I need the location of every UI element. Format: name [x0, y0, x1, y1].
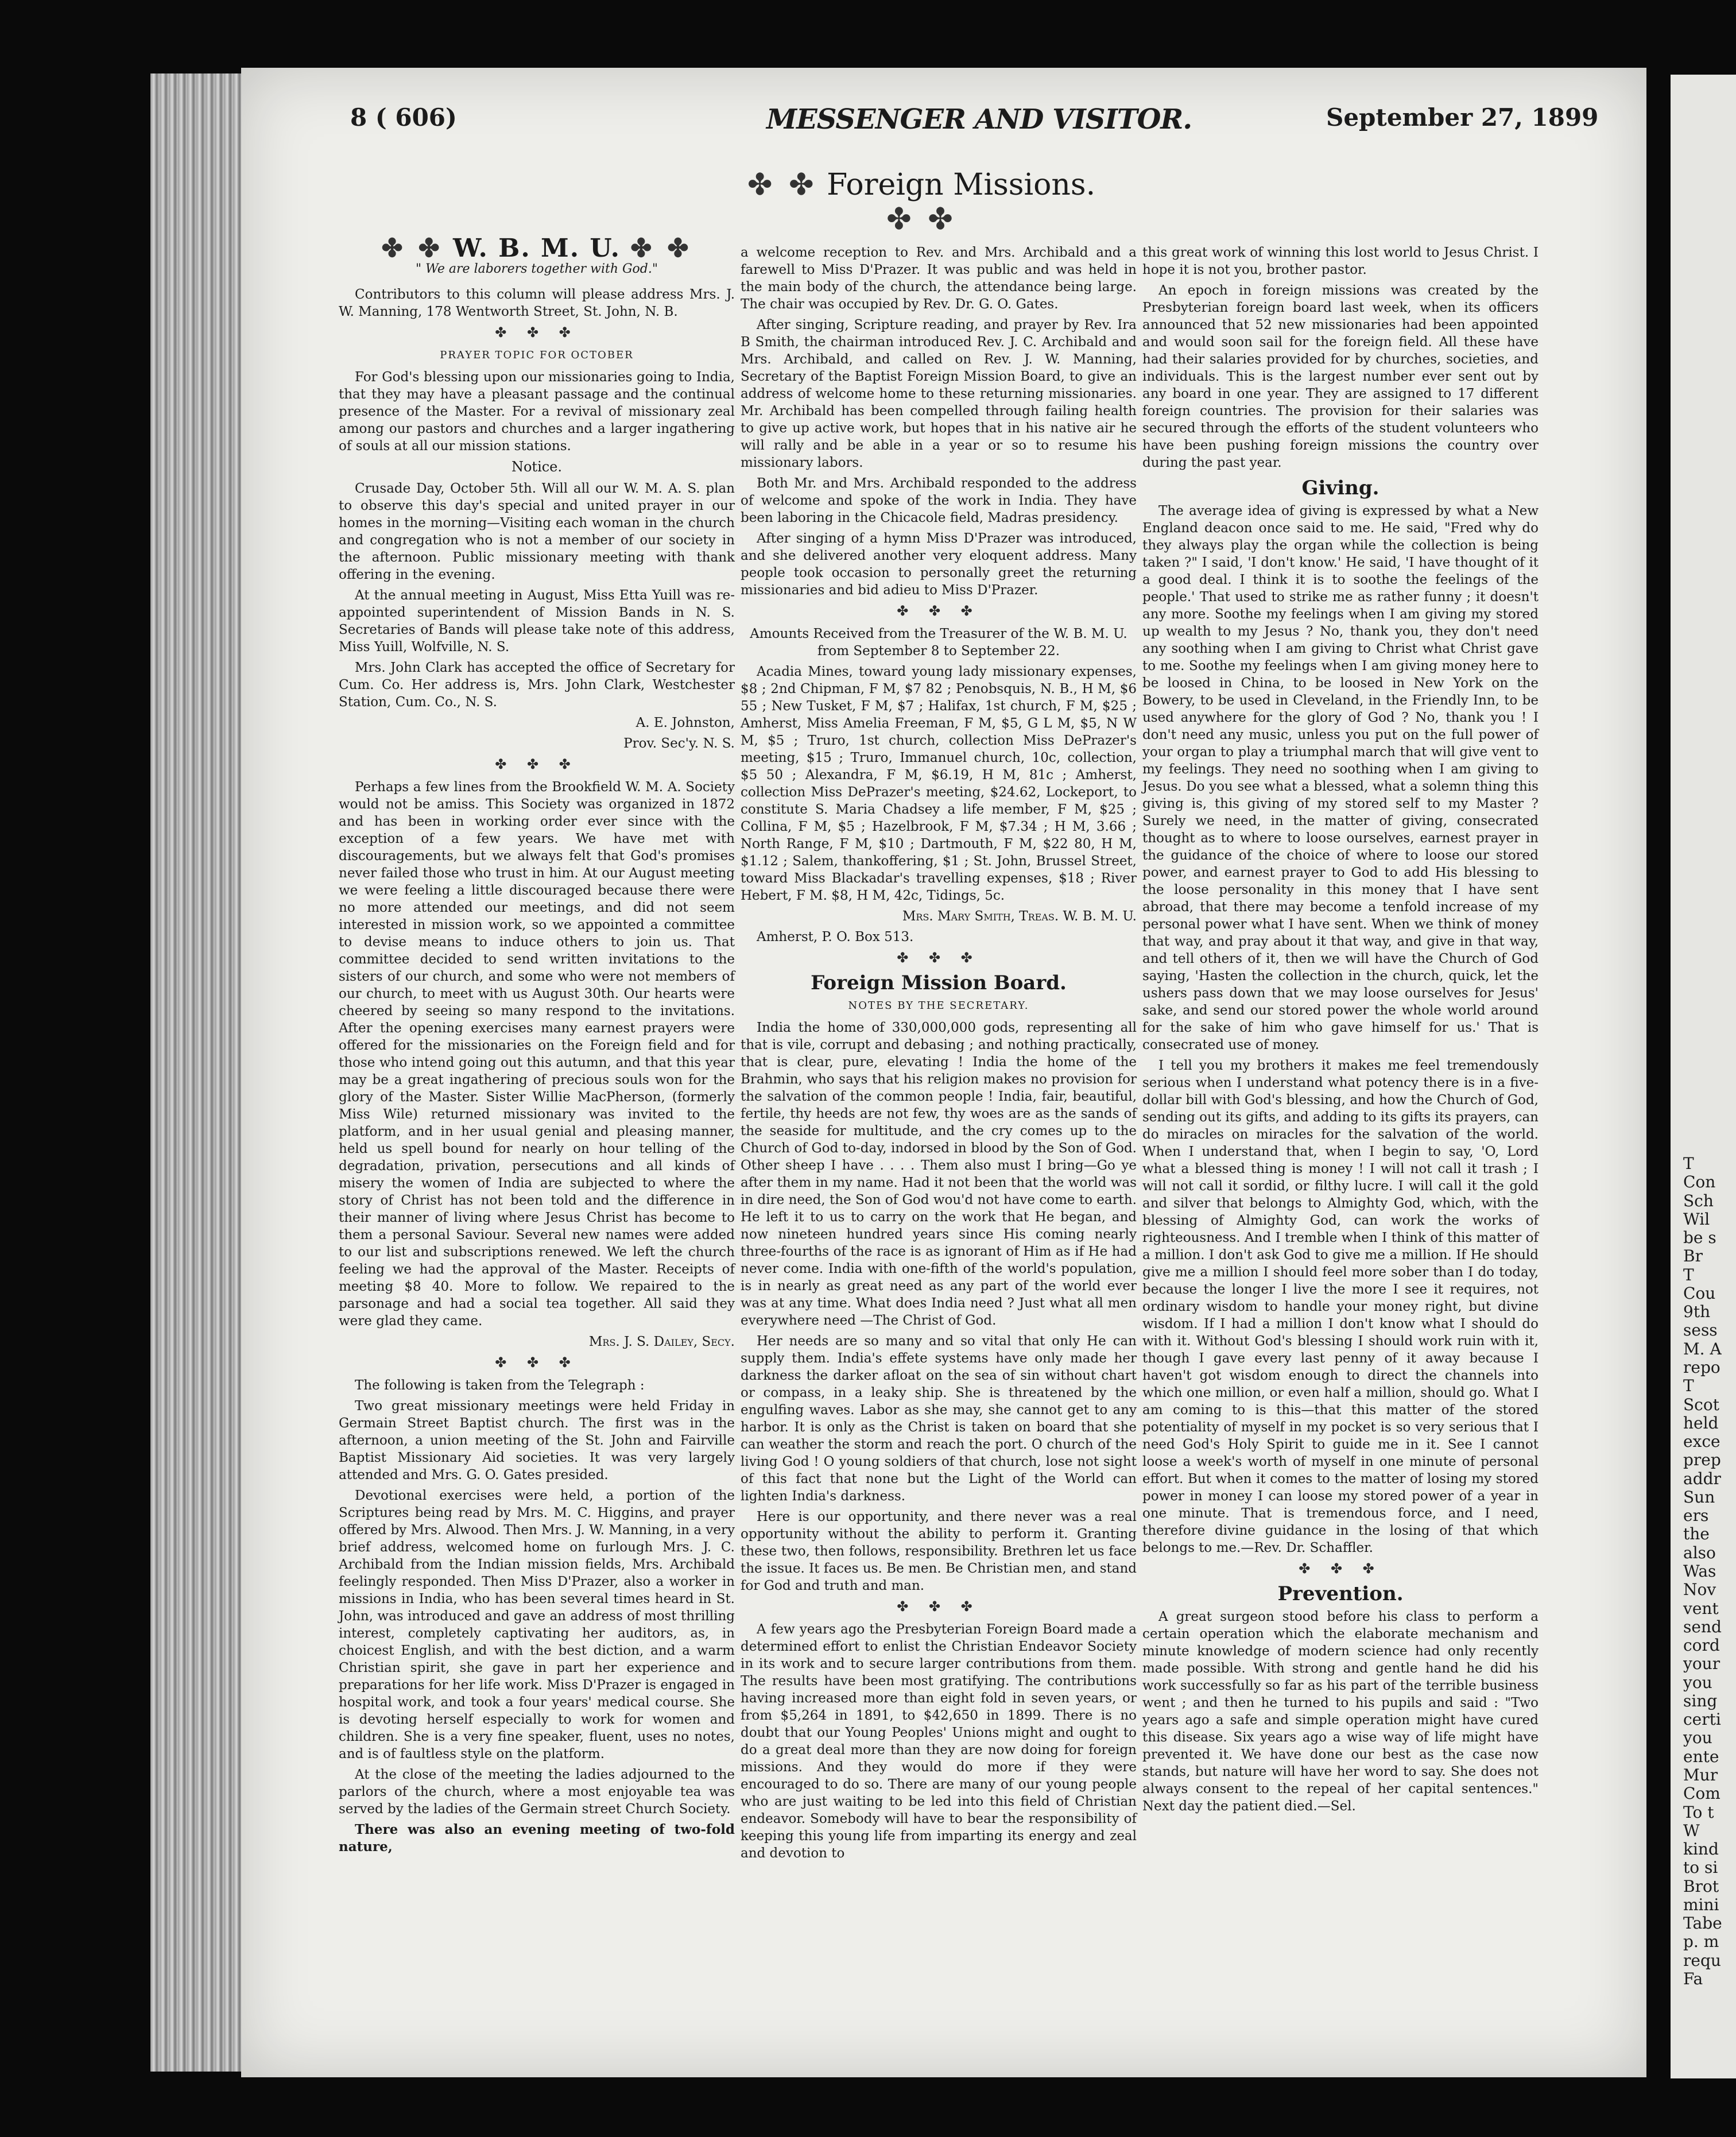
board-paragraph: Her needs are so many and so vital that only He can supply them. India's effete systems have only made her darkness the darker afloat on the sea of sin without chart or compass, in a leaky ship. She is threatened by the engulfing waves. Labor as she may, she cannot get to any harbor. It is only as the Christ is taken on board that she can weather the storm and reach the port. O church of the living God ! O young soldiers of that church, lose not sight of this fact that none but the Light of the World can lighten India's darkness.: [741, 1334, 1137, 1504]
amounts-signature: Mrs. Mary Smith, Treas. W. B. M. U.: [902, 909, 1137, 924]
notice-paragraph: Mrs. John Clark has accepted the office of Secretary for Cum. Co. Her address is, Mrs. John Clark, Westchester Station, Cum. Co., N. S.: [339, 660, 735, 710]
adjacent-page-fragment: send: [1683, 1617, 1722, 1636]
telegraph-paragraph: At the close of the meeting the ladies adjourned to the parlors of the church, where a most enjoyable tea was served by the ladies of the Germain street Church Society.: [339, 1767, 735, 1817]
masthead: MESSENGER AND VISITOR.: [766, 103, 1192, 136]
adjacent-page-fragment: you: [1683, 1728, 1712, 1748]
separator-icon: ✤ ✤ ✤: [495, 1354, 579, 1371]
adjacent-page-fragment: Was: [1683, 1562, 1716, 1581]
separator-icon: ✤ ✤ ✤: [495, 756, 579, 772]
adjacent-page-fragment: Wil: [1683, 1209, 1710, 1229]
column-1: [339, 235, 735, 1859]
separator-icon: ✤ ✤ ✤: [1299, 1561, 1382, 1577]
adjacent-page-fragment: T: [1683, 1376, 1694, 1396]
adjacent-page-fragment: T: [1683, 1265, 1694, 1284]
notice-signature-name: A. E. Johnston,: [636, 715, 735, 730]
article-paragraph: Both Mr. and Mrs. Archibald responded to the address of welcome and spoke of the work in India. They have been laboring in the Chicacole field, Madras presidency.: [741, 476, 1137, 525]
wbmu-title: W. B. M. U.: [452, 234, 621, 263]
adjacent-page-fragment: mini: [1683, 1895, 1719, 1914]
amounts-address: Amherst, P. O. Box 513.: [757, 930, 914, 944]
page-number: 8 ( 606): [350, 103, 457, 131]
contributors-note: Contributors to this column will please address Mrs. J. W. Manning, 178 Wentworth Street, St. John, N. B.: [339, 287, 735, 319]
adjacent-page-fragment: repo: [1683, 1358, 1720, 1377]
adjacent-page-fragment: kind: [1683, 1840, 1719, 1859]
adjacent-page-fragment: prep: [1683, 1450, 1721, 1470]
fleuron-icon: ✤ ✤: [381, 234, 443, 263]
column-2: [741, 244, 1137, 1865]
adjacent-page-fragment: Brot: [1683, 1876, 1719, 1896]
adjacent-page-fragment: Con: [1683, 1172, 1716, 1192]
adjacent-page-fragment: be s: [1683, 1228, 1716, 1248]
separator-icon: ✤ ✤ ✤: [495, 324, 579, 340]
prevention-paragraph: A great surgeon stood before his class to perform a certain operation which the elaborate mechanism and minute knowledge of modern science had only recently made possible. With strong and gentle hand he did his work successfully so far as his part of the terrible business went ; and then he turned to his pupils and said : "Two years ago a safe and simple operation might have cured this disease. Six years ago a wise way of life might have prevented it. We have done our best as the case now stands, but nature will have her word to say. She does not always consent to the repeal of her capital sentences." Next day the patient died.—Sel.: [1142, 1609, 1539, 1814]
brookfield-report: Perhaps a few lines from the Brookfield W. M. A. Society would not be amiss. This Society was organized in 1872 and has been in working order ever since with the exception of a few years. We have met with discouragements, but we always felt that God's promises never failed those who trust in him. At our August meeting we were feeling a little discouraged because there were no more attended our meetings, and did not seem interested in mission work, so we appointed a committee to devise means to induce others to join us. That committee decided to send written invitations to the sisters of our church, and some who were not members of our church, to meet with us August 30th. Our hearts were cheered by seeing so many respond to the invitations. After the opening exercises many earnest prayers were offered for the missionaries on the Foreign field and for those who intend going out this autumn, and that this year may be a great ingathering of precious souls won for the glory of the Master. Sister Willie MacPherson, (formerly Miss Wile) returned missionary was invited to the platform, and in her usual genial and pleasing manner, held us spell bound for nearly on hour telling of the degradation, privation, persecutions and all kinds of misery the women of India are subjected to where the story of Christ has not been told and the difference in their manner of living where Jesus Christ has become to them a personal Saviour. Several new names were added to our list and subscriptions renewed. We left the church feeling we had the approval of the Master. Receipts of meeting $8 40. More to follow. We repaired to the parsonage and had a social tea together. All said they were glad they came.: [339, 780, 735, 1329]
board-paragraph: Here is our opportunity, and there never was a real opportunity without the ability to perform it. Granting these two, then follows, responsibility. Brethren let us face the issue. It faces us. Be men. Be Christian men, and stand for God and truth and man.: [741, 1509, 1137, 1593]
telegraph-paragraph: Devotional exercises were held, a portion of the Scriptures being read by Mrs. M. C. Higgins, and prayer offered by Mrs. Alwood. Then Mrs. J. W. Manning, in a very brief address, welcomed home on furlough Mrs. J. C. Archibald from the Indian mission fields, Mrs. Archibald feelingly responded. Then Miss D'Prazer, also a worker in missions in India, who has been several times heard in St. John, was introduced and gave an address of most thrilling interest, completely captivating her auditors, as, in choicest English, and with the best diction, and a warm Christian spirit, she gave in part her experience and preparations for her life work. Miss D'Prazer is engaged in hospital work, and took a four years' medical course. She is devoting herself especially to work for women and children. She is a very fine speaker, fluent, uses no notes, and is of faultless style on the platform.: [339, 1488, 735, 1762]
adjacent-page-fragment: p. m: [1683, 1932, 1719, 1952]
wbmu-motto: " We are laborers together with God.": [415, 262, 658, 276]
adjacent-page-fragment: sing: [1683, 1691, 1718, 1710]
adjacent-page-fragment: Nov: [1683, 1580, 1716, 1600]
wbmu-heading: [339, 234, 735, 263]
adjacent-page-fragment: Scot: [1683, 1395, 1719, 1414]
amounts-heading: Amounts Received from the Treasurer of the W. B. M. U. from September 8 to September 22.: [750, 626, 1127, 659]
issue-date: September 27, 1899: [1326, 103, 1599, 131]
adjacent-page-fragment: vent: [1683, 1598, 1719, 1618]
adjacent-page-strip: [1671, 75, 1736, 2078]
adjacent-page-fragment: the: [1683, 1524, 1710, 1544]
adjacent-page-fragment: addr: [1683, 1469, 1721, 1488]
prevention-heading: Prevention.: [1277, 1582, 1404, 1605]
board-paragraph: India the home of 330,000,000 gods, representing all that is vile, corrupt and debasing ; and nothing practically, that is clear, pure, elevating ! India the home of the Brahmin, who says that his religion makes no provision for the salvation of the common people ! India, fair, beautiful, fertile, thy heeds are not few, thy woes are as the sands of the seaside for multitude, and the cry comes up to the Church of God to-day, indorsed in blood by the Son of God. Other sheep I have . . . . Them also must I bring—Go ye after them in my name. Had it not been that the world was in dire need, the Son of God wou'd not have come to earth. He left it to us to carry on the work that He began, and now nineteen hundred years since His coming nearly three-fourths of the race is as ignorant of Him as if He had never come. India with one-fifth of the world's population, is in nearly as great need as any part of the world ever was at any time. What does India need ? Just what all men everywhere need —The Christ of God.: [741, 1020, 1137, 1328]
telegraph-paragraph: Two great missionary meetings were held Friday in Germain Street Baptist church. The first was in the afternoon, a union meeting of the St. John and Fairville Baptist Missionary Aid societies. It was very largely attended and Mrs. G. O. Gates presided.: [339, 1399, 735, 1482]
prayer-topic-text: For God's blessing upon our missionaries going to India, that they may have a pleasant passage and the continual presence of the Master. For a revival of missionary zeal among our pastors and churches and a larger ingathering of souls at all our mission stations.: [339, 370, 735, 454]
board-heading: Foreign Mission Board.: [811, 971, 1067, 994]
book-page-edges: [150, 73, 242, 2072]
giving-heading: Giving.: [1301, 477, 1380, 500]
adjacent-page-fragment: you: [1683, 1673, 1712, 1692]
fleuron-icon: ✤ ✤: [630, 234, 692, 263]
adjacent-page-fragment: your: [1683, 1654, 1720, 1674]
adjacent-page-fragment: ente: [1683, 1747, 1719, 1766]
article-paragraph: After singing, Scripture reading, and prayer by Rev. Ira B Smith, the chairman introduced Rev. J. C. Archibald and Mrs. Archibald, and called on Rev. J. W. Manning, Secretary of the Baptist Foreign Mission Board, to give an address of welcome home to these returning missionaries. Mr. Archibald has been compelled through failing health to give up active work, but hopes that in his native air he will rally and be able in a year or so to resume his missionary labors.: [741, 318, 1137, 470]
telegraph-intro: The following is taken from the Telegraph :: [355, 1378, 645, 1393]
presbyterian-paragraph: A few years ago the Presbyterian Foreign Board made a determined effort to enlist the Christian Endeavor Society in its work and to secure larger contributions from them. The results have been most gratifying. The contributions having increased more than eight fold in seven years, or from $5,264 in 1891, to $42,650 in 1899. There is no doubt that our Young Peoples' Unions might and ought to do a great deal more than they are now doing for foreign missions. And they would do more if they were encouraged to do so. There are many of our young people who are just waiting to be led into this field of Christian endeavor. Somebody will have to bear the responsibility of keeping this young life from imparting its energy and zeal and devotion to: [741, 1622, 1137, 1861]
adjacent-page-fragment: Sun: [1683, 1487, 1715, 1507]
adjacent-page-fragment: Mur: [1683, 1766, 1718, 1784]
amounts-list: Acadia Mines, toward young lady missionary expenses, $8 ; 2nd Chipman, F M, $7 82 ; Penobsquis, N. B., H M, $6 55 ; New Tusket, F M, $7 ; Halifax, 1st church, F M, $25 ; Amherst, Miss Amelia Freeman, F M, $5, G L M, $5, N W M, $5 ; Truro, 1st church, collection Miss DePrazer's meeting, $15 ; Truro, Immanuel church, 10c, collection, $5 50 ; Alexandra, F M, $6.19, H M, 81c ; Amherst, collection Miss DePrazer's meeting, $24.62, Lockeport, to constitute S. Maria Chadsey a life member, F M, $25 ; Collina, F M, $5 ; Hazelbrook, F M, $7.34 ; H M, 3.66 ; North Range, F M, $10 ; Dartmouth, F M, $22 80, H M, $1.12 ; Salem, thankoffering, $1 ; St. John, Brussel Street, toward Miss Blackadar's travelling expenses, $18 ; River Hebert, F M. $8, H M, 42c, Tidings, 5c.: [741, 664, 1137, 903]
article-paragraph: After singing of a hymn Miss D'Prazer was introduced, and she delivered another very eloquent address. Many people took occasion to personally greet the returning missionaries and bid adieu to Miss D'Prazer.: [741, 531, 1137, 598]
brookfield-signature: Mrs. J. S. Dailey, Secy.: [588, 1334, 735, 1349]
adjacent-page-fragment: Cou: [1683, 1283, 1716, 1303]
adjacent-page-fragment: Br: [1683, 1246, 1703, 1266]
fleuron-left-icon: ✤ ✤: [747, 168, 817, 202]
adjacent-page-fragment: T: [1683, 1154, 1694, 1173]
adjacent-page-fragment: Com: [1683, 1784, 1720, 1803]
adjacent-page-fragment: certi: [1683, 1710, 1721, 1729]
column-3: [1142, 244, 1539, 1818]
adjacent-page-fragment: held: [1683, 1413, 1719, 1433]
adjacent-page-fragment: W: [1683, 1821, 1700, 1840]
adjacent-page-fragment: 9th: [1683, 1302, 1711, 1322]
adjacent-page-fragment: cord: [1683, 1636, 1720, 1655]
adjacent-page-fragment: requ: [1683, 1950, 1721, 1970]
adjacent-page-fragment: to si: [1683, 1858, 1718, 1877]
adjacent-page-fragment: Fa: [1683, 1969, 1703, 1988]
adjacent-page-fragment: exce: [1683, 1432, 1720, 1451]
telegraph-paragraph: There was also an evening meeting of two-fold nature,: [339, 1822, 735, 1855]
adjacent-page-fragment: ers: [1683, 1506, 1709, 1526]
giving-paragraph: The average idea of giving is expressed by what a New England deacon once said to me. He said, "Fred why do they always play the organ while the collection is being taken ?" I said, 'I don't know.' He said, 'I have thought of it a good deal. I think it is to soothe the feelings of the people.' That used to strike me as rather funny ; it doesn't any more. Soothe my feelings when I am giving my stored up wealth to my Jesus ? No, thank you, they don't need any soothing when I am giving to Christ what Christ gave to me. Soothe my feelings when I am giving money here to be loosed in China, to be loosed in New York on the Bowery, to be used in Cleveland, in the Friendly Inn, to be used anywhere for the glory of God ? No, thank you ! I don't need any music, unless you put on the full power of your organ to play a triumphal march that will give vent to my feelings. They need no soothing when I am giving to Jesus. Do you see what a blessed, what a solemn thing this giving is, this giving of my stored self to my Master ? Surely we need, in the matter of giving, consecrated thought as to where to loose ourselves, earnest prayer in the guidance of the choice of where to loose our stored power, and earnest prayer to God to add His blessing to the loose personality in this money that I have sent abroad, that there may become a tenfold increase of my personal power what I have sent. When we think of money that way, and pray about it that way, and give in that way, and tell others of it, then we will have the Church of God saying, 'Hasten the collection in the church, quick, let the ushers pass down that we may loose ourselves for Jesus' sake, and send our stored power the whole world around for the sake of him who gave himself for us.' That is consecrated use of money.: [1142, 504, 1539, 1052]
adjacent-page-fragment: To t: [1683, 1802, 1714, 1822]
article-continuation: this great work of winning this lost world to Jesus Christ. I hope it is not you, brother pastor.: [1142, 245, 1539, 277]
separator-icon: ✤ ✤ ✤: [897, 1598, 981, 1615]
article-continuation: a welcome reception to Rev. and Mrs. Archibald and a farewell to Miss D'Prazer. It was public and was held in the main body of the church, the attendance being large. The chair was occupied by Rev. Dr. G. O. Gates.: [741, 245, 1137, 312]
adjacent-page-fragment: M. A: [1683, 1339, 1722, 1358]
adjacent-page-fragment: Sch: [1683, 1191, 1714, 1210]
notice-paragraph: Crusade Day, October 5th. Will all our W. M. A. S. plan to observe this day's special and united prayer in our homes in the morning—Visiting each woman in the church and congregation who is not a member of our society in the afternoon. Public missionary meeting with thank offering in the evening.: [339, 481, 735, 582]
giving-paragraph: I tell you my brothers it makes me feel tremendously serious when I understand what potency there is in a five-dollar bill with God's blessing, and how the Church of God, sending out its gifts, and adding to its gifts its prayers, can do miracles on miracles for the salvation of the world. When I understand that, when I begin to say, 'O, Lord what a blessed thing is money ! I will not call it trash ; I will not call it sordid, or filthy lucre. I will call it the gold and silver that belongs to Almighty God, which, with the blessing of Almighty God, can work the works of righteousness. And I tremble when I think of this matter of a million. I don't ask God to give me a million. If He should give me a million I should feel more sober than I do today, because the longer I live the more I see it requires, not ordinary wisdom to handle your money right, but divine wisdom. If I had a million I don't know what I should do with it. Without God's blessing I should work ruin with it, though I gave every last penny of it away because I haven't got wisdom enough to direct the channels into which one million, or even half a million, should go. What I am coming to is this—that this matter of the stored potentiality of myself in my pocket is so very serious that I need God's Holy Spirit to guide me in it. See I cannot loose a week's worth of myself in one minute of personal effort. But when it comes to the matter of losing my stored power in money I can loose my stored power of a year in one minute. That is tremendous force, and I need, therefore divine guidance in the losing of that which belongs to me.—Rev. Dr. Schaffler.: [1142, 1058, 1539, 1555]
notice-signature-title: Prov. Sec'y. N. S.: [623, 736, 735, 751]
adjacent-page-fragment: Tabe: [1683, 1914, 1722, 1933]
fleuron-right-icon: ✤ ✤: [886, 202, 956, 237]
article-paragraph: An epoch in foreign missions was created by the Presbyterian foreign board last week, when its officers announced that 52 new missionaries had been appointed and would soon sail for the foreign field. All these have had their salaries provided for by churches, societies, and individuals. This is the largest number ever sent out by any board in one year. They are assigned to 17 different foreign countries. The provision for their salaries was secured through the efforts of the student volunteers who have been pushing foreign missions the country over during the past year.: [1142, 283, 1539, 470]
section-title-text: Foreign Missions.: [827, 168, 1096, 202]
prayer-topic-heading: PRAYER TOPIC FOR OCTOBER: [440, 349, 634, 361]
adjacent-page-fragment: sess: [1683, 1321, 1718, 1340]
notice-heading: Notice.: [511, 459, 563, 475]
adjacent-page-fragment: also: [1683, 1543, 1716, 1562]
board-subheading: NOTES BY THE SECRETARY.: [848, 1000, 1029, 1012]
section-title: [735, 168, 1108, 237]
notice-paragraph: At the annual meeting in August, Miss Etta Yuill was re-appointed superintendent of Mission Bands in N. S. Secretaries of Bands will please take note of this address, Miss Yuill, Wolfville, N. S.: [339, 588, 735, 655]
separator-icon: ✤ ✤ ✤: [897, 603, 981, 619]
separator-icon: ✤ ✤ ✤: [897, 950, 981, 966]
